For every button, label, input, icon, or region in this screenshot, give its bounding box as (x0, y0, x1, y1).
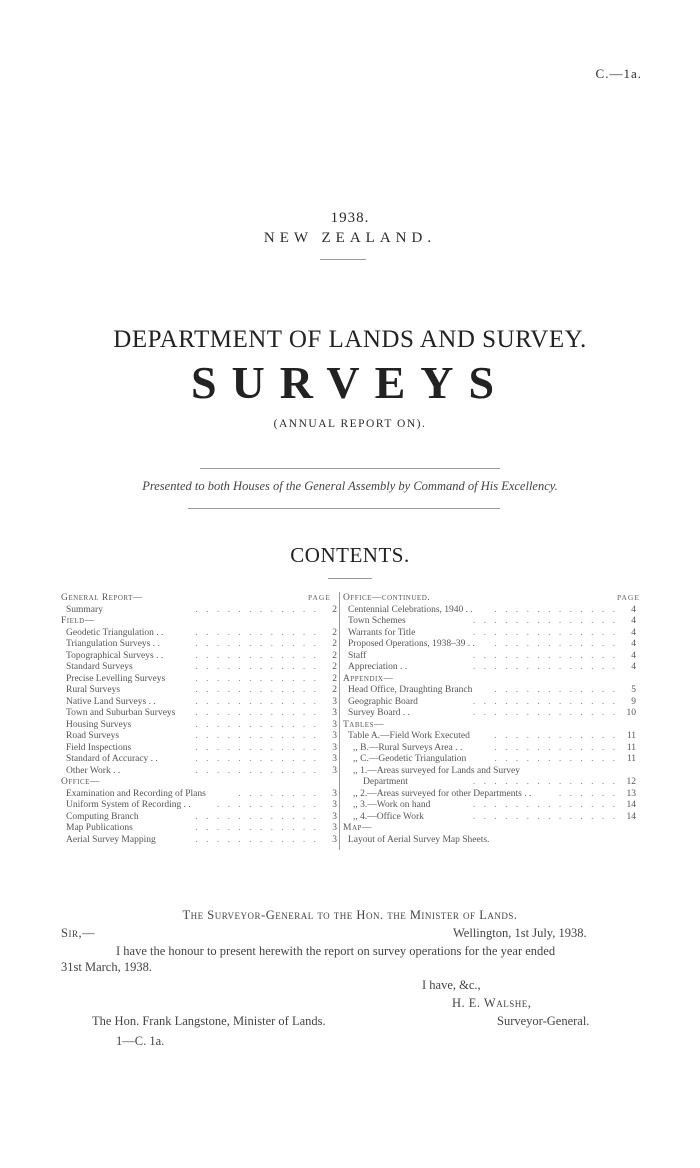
contents-entry (343, 628, 636, 640)
leader-dots: . . . . . . . . . . . . (195, 696, 319, 707)
contents-entry (343, 616, 636, 628)
leader-dots: . . . . . . . . . . . . . . (472, 627, 618, 638)
contents-entry-label: ,, 1.—Areas surveyed for Lands and Survey (353, 765, 520, 776)
contents-entry-label: Department (363, 777, 408, 787)
contents-heading: CONTENTS. (290, 543, 410, 567)
contents-entry (343, 800, 636, 812)
place-date: Wellington, 1st July, 1938. (453, 926, 587, 940)
contents-entry (61, 789, 337, 801)
leader-dots: . . . . . . . . . . . . (195, 742, 319, 753)
leader-dots: . . . . . . . . . . . . . . (472, 708, 618, 718)
contents-entry-page: 4 (631, 639, 636, 649)
contents-entry-label: Rural Surveys (66, 685, 121, 695)
divider (188, 508, 500, 509)
contents-entry-label: General Report— (61, 593, 143, 603)
contents-entry-label: Other Work . . (66, 765, 121, 776)
contents-entry-page: 10 (626, 708, 636, 718)
contents-entry (61, 835, 337, 847)
subtitle: (ANNUAL REPORT ON). (273, 418, 427, 430)
contents-entry-page: 9 (631, 696, 636, 707)
leader-dots: . . . . . . . . . . . . (195, 627, 319, 638)
contents-entry-label: Topographical Surveys . . (66, 650, 164, 661)
contents-entry-label: Map— (343, 823, 372, 833)
contents-entry-label: Warrants for Title (348, 627, 416, 638)
contents-entry (343, 835, 636, 847)
contents-entry (61, 743, 337, 755)
contents-entry-page: 12 (626, 777, 636, 787)
addressee: The Hon. Frank Langstone, Minister of Lands. (92, 1014, 326, 1028)
contents-entry (343, 777, 636, 789)
contents-entry-label: Uniform System of Recording . . (66, 800, 191, 810)
contents-entry-page: 3 (332, 823, 337, 833)
contents-entry-label: Precise Levelling Surveys (66, 673, 166, 684)
contents-entry-page: 4 (631, 627, 636, 638)
leader-dots: . . . . . . . . (238, 788, 319, 799)
presented-line: Presented to both Houses of the General Assembly by Command of His Excellency. (142, 479, 558, 493)
leader-dots: . . . . . . (558, 788, 618, 799)
contents-entry (61, 777, 337, 789)
contents-entry-page: 2 (332, 604, 337, 615)
report-year: 1938. (330, 210, 370, 226)
contents-entry-page: 3 (332, 731, 337, 741)
contents-entry (61, 651, 337, 663)
contents-entry (61, 731, 337, 743)
contents-entry-label: Town and Suburban Surveys (66, 708, 176, 718)
contents-entry-label: Office— (61, 777, 100, 787)
contents-entry-label: Field Inspections (66, 742, 132, 753)
divider (200, 468, 500, 469)
contents-entry-page: 14 (626, 811, 636, 822)
divider (328, 578, 372, 579)
contents-right-column (343, 593, 636, 846)
leader-dots: . . . . . . . . . . . . (195, 708, 319, 718)
leader-dots: . . . . . . . . . . . . (494, 754, 618, 764)
contents-entry-page: 5 (631, 685, 636, 695)
contents-entry-label: Computing Branch (66, 811, 139, 822)
contents-entry-page: 3 (332, 754, 337, 764)
divider (320, 259, 366, 260)
contents-entry-page: 14 (626, 800, 636, 810)
column-separator (339, 592, 340, 850)
leader-dots: . . . . . . . . . . . . (494, 639, 618, 649)
contents-entry (343, 685, 636, 697)
contents-entry-page: 3 (332, 800, 337, 810)
contents-entry (61, 823, 337, 835)
contents-entry (343, 789, 636, 801)
contents-entry-label: Map Publications (66, 823, 133, 833)
leader-dots: . . . . . . . . . . . . (195, 823, 319, 833)
contents-entry (343, 674, 636, 686)
closing: I have, &c., (422, 978, 481, 992)
contents-entry-page: 2 (332, 685, 337, 695)
contents-entry (343, 593, 636, 605)
contents-entry-label: Examination and Recording of Plans (66, 788, 206, 799)
leader-dots: . . . . . . . . . . . . . . (472, 662, 618, 672)
contents-entry (61, 720, 337, 732)
contents-entry-label: Town Schemes (348, 616, 406, 626)
contents-entry (343, 766, 636, 778)
contents-entry (343, 708, 636, 720)
leader-dots: . . . . . . . . . . . . (494, 685, 618, 695)
contents-entry-page: 2 (332, 627, 337, 638)
contents-entry (61, 685, 337, 697)
contents-entry-page: 4 (631, 604, 636, 615)
contents-entry-label: Road Surveys (66, 731, 120, 741)
main-title: SURVEYS (190, 357, 510, 408)
contents-entry-label: Summary (66, 604, 103, 615)
contents-entry-page: 4 (631, 650, 636, 661)
contents-entry-label: Triangulation Surveys . . (66, 639, 160, 649)
leader-dots: . . . . . . . . . . . . (494, 604, 618, 615)
contents-entry-page: 2 (332, 650, 337, 661)
leader-dots: . . . . . . . . . . . . (195, 811, 319, 822)
contents-entry-label: Proposed Operations, 1938–39 . . (348, 639, 475, 649)
contents-entry-label: Head Office, Draughting Branch (348, 685, 473, 695)
contents-entry-label: Survey Board . . (348, 708, 411, 718)
contents-entry (61, 697, 337, 709)
contents-entry (343, 812, 636, 824)
contents-entry-label: ,, 3.—Work on hand (353, 800, 431, 810)
leader-dots: . . . . . . . . . . . . (195, 639, 319, 649)
contents-entry-page: 3 (332, 788, 337, 799)
contents-entry-page: 3 (332, 742, 337, 753)
leader-dots: . . . . . . . . . . . . (195, 719, 319, 730)
contents-entry-label: Aerial Survey Mapping (66, 834, 156, 845)
contents-entry-label: ,, B.—Rural Surveys Area . . (353, 742, 463, 753)
leader-dots: . . . . . . . . . . . . (195, 834, 319, 845)
contents-entry-page: 3 (332, 708, 337, 718)
contents-entry-label: Native Land Surveys . . (66, 696, 156, 707)
contents-entry (343, 605, 636, 617)
signatory-title: Surveyor-General. (497, 1014, 590, 1028)
leader-dots: . . . . . . . . . . . . . . (472, 650, 618, 661)
contents-entry-page: 2 (332, 639, 337, 649)
contents-entry (61, 766, 337, 778)
contents-entry (343, 743, 636, 755)
contents-entry-label: ,, 2.—Areas surveyed for other Departments . . (353, 788, 532, 799)
contents-entry (343, 720, 636, 732)
contents-entry-label: Field— (61, 616, 95, 626)
contents-entry-label: Office—continued. (343, 593, 431, 603)
leader-dots: . . . . . . . . . . . . (195, 685, 319, 695)
contents-entry (343, 651, 636, 663)
contents-entry-page: 3 (332, 719, 337, 730)
contents-entry (343, 754, 636, 766)
footer-reference: 1—C. 1a. (116, 1034, 165, 1048)
contents-entry-label: Centennial Celebrations, 1940 . . (348, 604, 473, 615)
contents-entry (61, 605, 337, 617)
contents-entry-page: 3 (332, 834, 337, 845)
contents-entry-label: Standard Surveys (66, 662, 133, 672)
contents-entry-label: Standard of Accuracy . . (66, 754, 158, 764)
contents-entry (61, 674, 337, 686)
leader-dots: . . . . . . . . . . . . (195, 604, 319, 615)
contents-entry (343, 823, 636, 835)
contents-entry-label: ,, C.—Geodetic Triangulation (353, 754, 467, 764)
leader-dots: . . . . . . . . . . . . (195, 662, 319, 672)
contents-entry-label: ,, 4.—Office Work (353, 811, 424, 822)
address-line-text: The Surveyor-General to the Hon. the Minister of Lands. (182, 908, 518, 922)
letter-body-line: 31st March, 1938. (61, 960, 152, 974)
contents-entry (343, 662, 636, 674)
contents-entry (61, 662, 337, 674)
contents-entry-page: 4 (631, 662, 636, 672)
leader-dots: . . . . . . . . . . . . (195, 765, 319, 776)
contents-entry-page: 13 (626, 788, 636, 799)
contents-entry-label: Tables— (343, 719, 384, 730)
contents-entry-page: 4 (631, 616, 636, 626)
leader-dots: . . . . . . . . . . . . (195, 754, 319, 764)
contents-entry (61, 628, 337, 640)
contents-entry (61, 616, 337, 628)
contents-left-column (61, 593, 337, 846)
leader-dots: . . . . . . . . . . . . (195, 673, 319, 684)
contents-entry (343, 697, 636, 709)
leader-dots: . . . . . . . . . . . . . . (472, 800, 618, 810)
leader-dots: . . . . . . . . . . . . . . (472, 811, 618, 822)
contents-entry-label: Appendix— (343, 673, 394, 684)
contents-entry (61, 812, 337, 824)
leader-dots: . . . . . . . . . . (216, 800, 319, 810)
contents-entry-page: 2 (332, 673, 337, 684)
contents-entry-page: 3 (332, 765, 337, 776)
contents-entry (343, 731, 636, 743)
contents-entry-label: Geodetic Triangulation . . (66, 627, 164, 638)
contents-entry (61, 593, 337, 605)
leader-dots: . . . . . . . . . . . . (195, 731, 319, 741)
letter-address-line (0, 908, 700, 923)
contents-entry-page: 3 (332, 811, 337, 822)
signatory-name: H. E. Walshe, (452, 996, 532, 1010)
leader-dots: . . . . . . . . . . . . . . (472, 616, 618, 626)
leader-dots: . . . . . . . . . . . . . . (472, 696, 618, 707)
country-heading: NEW ZEALAND. (263, 230, 437, 246)
contents-entry-page: 11 (626, 742, 636, 753)
contents-entry-page: 3 (332, 696, 337, 707)
contents-entry-label: Geographic Board (348, 696, 418, 707)
leader-dots: . . . . . . . . . . . . (494, 731, 618, 741)
salutation: Sir,— (61, 926, 96, 940)
contents-entry-label: Staff (348, 650, 367, 661)
leader-dots: . . . . . . . . . . . . (494, 742, 618, 753)
contents-entry (61, 639, 337, 651)
page-column-label: PAGE (617, 593, 640, 602)
contents-entry-label: Table A.—Field Work Executed (348, 731, 470, 741)
contents-entry (61, 708, 337, 720)
letter-body-line: I have the honour to present herewith the report on survey operations for the year ended (116, 944, 556, 958)
contents-entry-page: 2 (332, 662, 337, 672)
contents-entry-label: Appreciation . . (348, 662, 408, 672)
contents-entry (343, 639, 636, 651)
contents-entry-page: 11 (626, 731, 636, 741)
contents-entry-label: Layout of Aerial Survey Map Sheets. (348, 834, 490, 845)
page-column-label: PAGE (308, 593, 331, 602)
contents-entry-label: Housing Surveys (66, 719, 132, 730)
contents-entry (61, 800, 337, 812)
document-reference: C.—1a. (595, 66, 642, 81)
leader-dots: . . . . . . . . . . . . . . (472, 777, 618, 787)
contents-entry (61, 754, 337, 766)
contents-entry-page: 11 (626, 754, 636, 764)
department-title: DEPARTMENT OF LANDS AND SURVEY. (113, 326, 587, 353)
leader-dots: . . . . . . . . . . . . (195, 650, 319, 661)
